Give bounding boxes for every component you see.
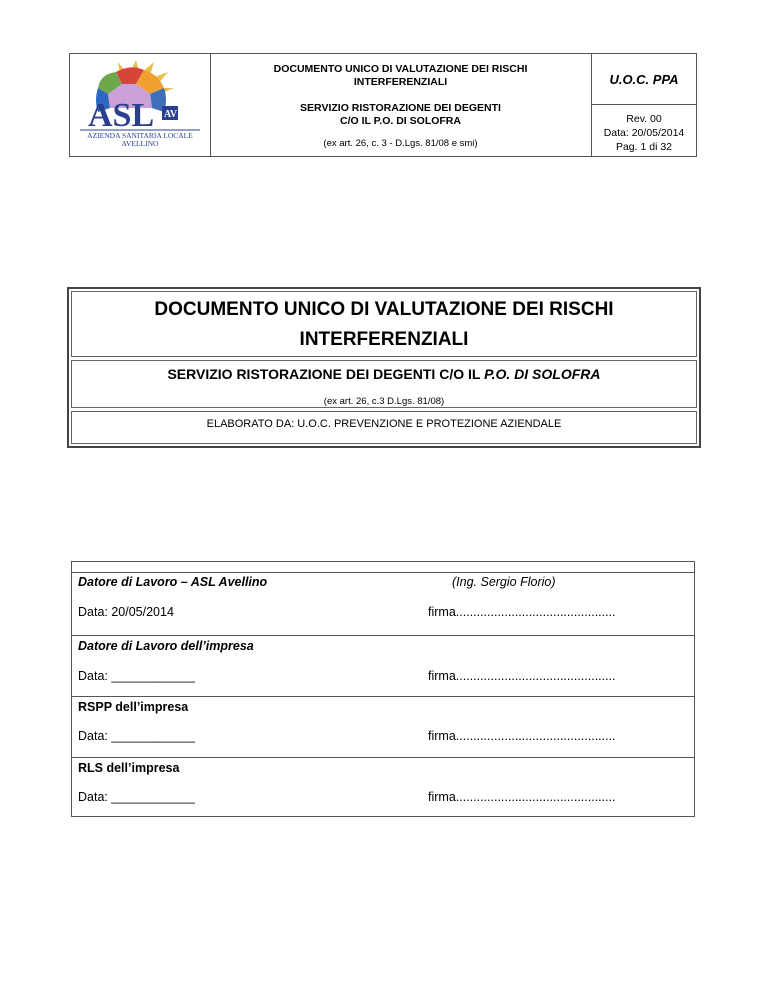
row-divider — [72, 696, 694, 697]
signature-table — [71, 561, 695, 817]
unit-cell — [592, 54, 696, 105]
rspp-signature: firma.............................................. — [428, 729, 616, 743]
employer-name: (Ing. Sergio Florio) — [452, 575, 556, 589]
svg-text:AV: AV — [164, 109, 178, 120]
header-service: SERVIZIO RISTORAZIONE DEI DEGENTI C/O IL P.O. DI SOLOFRA — [300, 102, 501, 127]
row-divider — [72, 572, 694, 573]
document-title: DOCUMENTO UNICO DI VALUTAZIONE DEI RISCHI INTERFERENZIALI — [154, 299, 614, 350]
service-reference: (ex art. 26, c.3 D.Lgs. 81/08) — [323, 396, 445, 407]
employer-label: Datore di Lavoro – ASL Avellino — [78, 575, 268, 589]
page-number: Pag. 1 di 32 — [615, 141, 673, 153]
svg-text:AZIENDA SANITARIA LOCALE: AZIENDA SANITARIA LOCALE — [87, 131, 193, 140]
employer-date: Data: 20/05/2014 — [78, 605, 174, 619]
title-box — [67, 287, 701, 448]
row-divider — [72, 635, 694, 636]
logo-cell — [70, 54, 211, 156]
rspp-date: Data: ____________ — [78, 729, 195, 743]
rls-label: RLS dell’impresa — [78, 761, 180, 775]
revision-cell — [592, 105, 696, 156]
rspp-label: RSPP dell’impresa — [78, 700, 189, 714]
svg-text:AVELLINO: AVELLINO — [121, 139, 159, 148]
revision-date: Data: 20/05/2014 — [603, 127, 685, 139]
header-title: DOCUMENTO UNICO DI VALUTAZIONE DEI RISCHI INTERFERENZIALI — [273, 63, 528, 88]
title-box-author — [71, 411, 697, 444]
service-title: SERVIZIO RISTORAZIONE DEI DEGENTI C/O IL P.O. DI SOLOFRA — [167, 366, 601, 382]
document-header — [69, 53, 697, 157]
company-employer-signature: firma.............................................. — [428, 669, 616, 683]
title-box-main — [71, 291, 697, 357]
title-box-service — [71, 360, 697, 408]
company-employer-label: Datore di Lavoro dell’impresa — [78, 639, 254, 653]
rls-date: Data: ____________ — [78, 790, 195, 804]
elaborated-by: ELABORATO DA: U.O.C. PREVENZIONE E PROTEZIONE AZIENDALE — [206, 418, 562, 430]
row-divider — [72, 757, 694, 758]
employer-signature: firma.............................................. — [428, 605, 616, 619]
header-title-cell — [210, 54, 592, 156]
rls-signature: firma.............................................. — [428, 790, 616, 804]
asl-logo — [70, 54, 210, 156]
header-reference: (ex art. 26, c. 3 - D.Lgs. 81/08 e smi) — [323, 138, 478, 149]
unit-label: U.O.C. PPA — [609, 71, 679, 87]
revision-number: Rev. 00 — [626, 113, 662, 125]
svg-text:ASL: ASL — [88, 97, 155, 134]
company-employer-date: Data: ____________ — [78, 669, 195, 683]
